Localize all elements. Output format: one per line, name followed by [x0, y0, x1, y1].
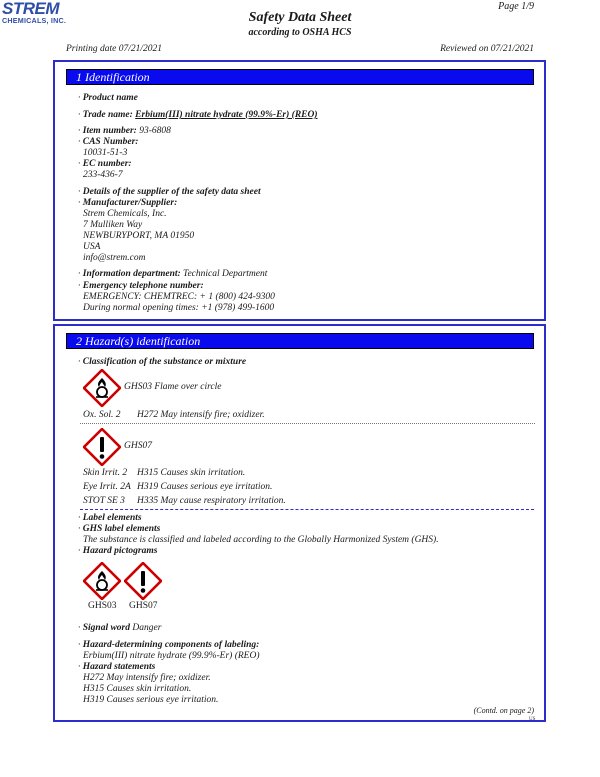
logo-main-text: STREM: [2, 0, 59, 18]
pictogram-label: GHS07: [129, 601, 158, 611]
ec-row: · EC number:: [78, 159, 132, 169]
printing-date: Printing date 07/21/2021: [66, 44, 163, 54]
hazard-class: Skin Irrit. 2: [83, 468, 128, 478]
ec-value: 233-436-7: [83, 170, 123, 180]
hazard-pictograms-label: Hazard pictograms: [82, 546, 158, 556]
emergency-label: Emergency telephone number:: [82, 281, 204, 291]
hazard-class: Eye Irrit. 2A: [83, 482, 131, 492]
flame-over-circle-icon: [83, 562, 121, 600]
hazard-statements-row: · Hazard statements: [78, 662, 156, 672]
supplier-details-label: Details of the supplier of the safety data sheet: [82, 187, 261, 197]
ghs-label-elements-row: · GHS label elements: [78, 524, 161, 534]
section-2-heading: 2 Hazard(s) identification: [66, 333, 534, 349]
address-line: USA: [83, 242, 101, 252]
address-line: NEWBURYPORT, MA 01950: [83, 231, 195, 241]
hazard-statement: H315 Causes skin irritation.: [137, 468, 246, 478]
ghs07-caption: GHS07: [124, 441, 152, 451]
hazard-statement: H335 May cause respiratory irritation.: [137, 496, 286, 506]
label-elements-row: · Label elements: [78, 513, 142, 523]
trade-name-label: Trade name:: [82, 110, 133, 120]
hazard-statements-label: Hazard statements: [82, 662, 156, 672]
ghs03-caption: GHS03 Flame over circle: [124, 382, 222, 392]
manufacturer-label: Manufacturer/Supplier:: [82, 198, 178, 208]
dashed-divider: [80, 509, 534, 510]
signal-word-label: Signal word: [82, 623, 131, 633]
supplier-details-row: · Details of the supplier of the safety data sheet: [78, 187, 261, 197]
ghs-label-text: The substance is classified and labeled according to the Globally Harmonized System (GHS).: [83, 535, 439, 545]
hazard-components-label: Hazard-determining components of labeling:: [82, 640, 260, 650]
document-title: Safety Data Sheet: [248, 10, 352, 25]
logo-sub-text: CHEMICALS, INC.: [2, 16, 67, 25]
item-number-value: 93-6808: [139, 126, 171, 136]
pictogram-label: GHS03: [88, 601, 117, 611]
emergency-line: During normal opening times: +1 (978) 499-1600: [83, 303, 275, 313]
info-dept-value: Technical Department: [183, 269, 268, 279]
section-1-heading: 1 Identification: [66, 69, 534, 85]
hazard-components-row: · Hazard-determining components of labeling:: [78, 640, 260, 650]
hazard-statement: H319 Causes serious eye irritation.: [137, 482, 273, 492]
document-subtitle: according to OSHA HCS: [248, 27, 352, 38]
ox-sol-statement: H272 May intensify fire; oxidizer.: [137, 410, 265, 420]
info-dept-label: Information department:: [82, 269, 181, 279]
exclamation-mark-icon: [83, 428, 121, 466]
hazard-statement-item: H319 Causes serious eye irritation.: [83, 695, 219, 705]
item-number-row: · Item number: 93-6808: [78, 126, 171, 136]
classification-row: · Classification of the substance or mixture: [78, 357, 247, 367]
exclamation-mark-icon: [124, 562, 162, 600]
hazard-pictograms-row: · Hazard pictograms: [78, 546, 158, 556]
flame-over-circle-icon: [83, 369, 121, 407]
cas-value: 10031-51-3: [83, 148, 128, 158]
reviewed-date: Reviewed on 07/21/2021: [440, 44, 534, 54]
hazard-class: STOT SE 3: [83, 496, 125, 506]
ghs-label-elements-label: GHS label elements: [82, 524, 161, 534]
trade-name-row: · Trade name: Erbium(III) nitrate hydrate (99.9%-Er) (REO): [78, 110, 318, 120]
cas-row: · CAS Number:: [78, 137, 139, 147]
info-dept-row: · Information department: Technical Department: [78, 269, 268, 279]
hazard-statement-item: H272 May intensify fire; oxidizer.: [83, 673, 211, 683]
item-number-label: Item number:: [82, 126, 137, 136]
manufacturer-row: · Manufacturer/Supplier:: [78, 198, 178, 208]
emergency-row: · Emergency telephone number:: [78, 281, 204, 291]
ec-label: EC number:: [82, 159, 132, 169]
dotted-divider: [80, 423, 535, 424]
hazard-components-value: Erbium(III) nitrate hydrate (99.9%-Er) (REO): [83, 651, 260, 661]
region-code: US: [529, 717, 536, 722]
supplier-email: info@strem.com: [83, 253, 146, 263]
address-line: Strem Chemicals, Inc.: [83, 209, 167, 219]
classification-label: Classification of the substance or mixture: [82, 357, 247, 367]
hazard-statement-item: H315 Causes skin irritation.: [83, 684, 192, 694]
product-name-row: · Product name: [78, 93, 138, 103]
signal-word-row: · Signal word Danger: [78, 623, 162, 633]
page-number: Page 1/9: [498, 1, 534, 12]
trade-name-value: Erbium(III) nitrate hydrate (99.9%-Er) (REO): [135, 110, 318, 120]
emergency-line: EMERGENCY: CHEMTREC: + 1 (800) 424-9300: [83, 292, 275, 302]
label-elements-label: Label elements: [82, 513, 142, 523]
product-name-label: Product name: [82, 93, 138, 103]
ox-sol-class: Ox. Sol. 2: [83, 410, 121, 420]
cas-label: CAS Number:: [82, 137, 139, 147]
continued-note: (Contd. on page 2): [473, 706, 534, 715]
address-line: 7 Mulliken Way: [83, 220, 143, 230]
signal-word-value: Danger: [132, 623, 162, 633]
